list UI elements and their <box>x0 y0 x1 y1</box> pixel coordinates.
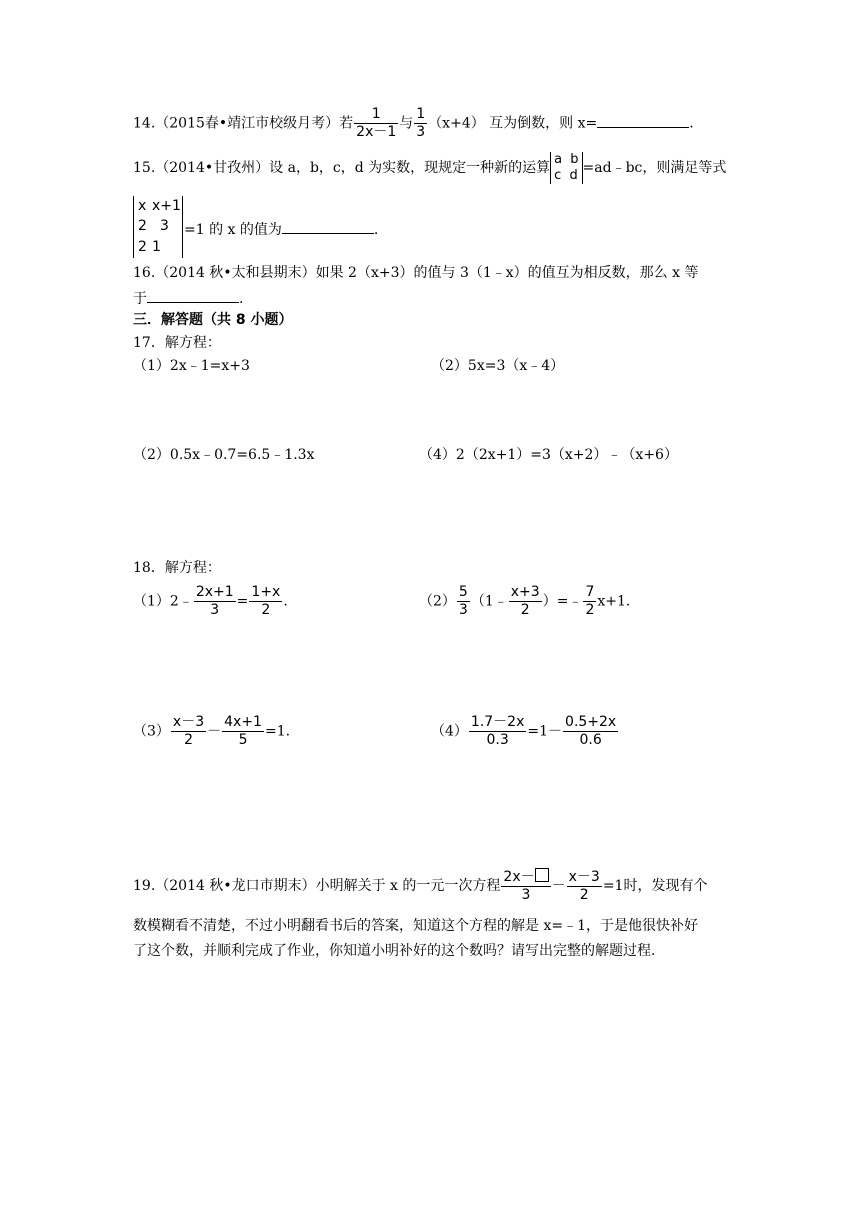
q15-line-2: =1 的 x 的值为 . <box>184 219 378 239</box>
fraction: $\frac{x-3}{2}$ <box>568 868 600 903</box>
q19-line-2: 数模糊看不清楚，不过小明翻看书后的答案，知道这个方程的解是 x=﹣1，于是他很快补好 <box>133 918 698 934</box>
fraction: $\frac{5}{3}$ <box>458 584 468 618</box>
blurred-number-box <box>535 868 549 882</box>
q15-determinant: a b c d <box>550 152 582 184</box>
fraction: $\frac{x+3}{2}$ <box>510 584 540 618</box>
question-14: 14.（2015春•靖江市校级月考）若 $\frac{1}{2x-1}$ 与 $\frac{1}{3}$ （x+4） 互为倒数，则 x= . <box>133 106 694 140</box>
fraction: $\frac{x-3}{2}$ <box>172 714 205 748</box>
answer-blank <box>282 219 374 234</box>
section-3-heading: 三．解答题（共 8 小题） <box>133 312 293 328</box>
q17-part-4: （4）2（2x+1）=3（x+2）﹣（x+6） <box>419 447 678 463</box>
question-15: 15.（2014•甘孜州）设 a，b，c，d 为实数，现规定一种新的运算 a b c d =ad﹣bc，则满足等式 <box>133 152 727 183</box>
q14-prefix: 14.（2015春•靖江市校级月考）若 <box>133 115 354 132</box>
q14-fraction-2: $\frac{1}{3}$ <box>416 106 426 140</box>
fraction: $\frac{1.7-2x}{0.3}$ <box>470 714 525 748</box>
q17-part-3: （2）0.5x﹣0.7=6.5﹣1.3x <box>133 447 315 463</box>
question-17-title: 17．解方程： <box>133 335 221 351</box>
q14-fraction-1: $\frac{1}{2x-1}$ <box>356 106 397 140</box>
q18-part-3: （3） $\frac{x-3}{2}$ － $\frac{4x+1}{5}$ =1. <box>133 714 291 748</box>
question-19: 19.（2014 秋•龙口市期末）小明解关于 x 的一元一次方程 $\frac{2x-}{3}$ － $\frac{x-3}{2}$ =1时，发现有个 <box>133 868 708 903</box>
fraction: $\frac{2x+1}{3}$ <box>195 584 234 618</box>
q15-prefix: 15.（2014•甘孜州）设 a，b，c，d 为实数，现规定一种新的运算 <box>133 160 551 176</box>
q19-line-3: 了这个数，并顺利完成了作业，你知道小明补好的这个数吗？请写出完整的解题过程. <box>133 943 656 959</box>
question-16: 16.（2014 秋•太和县期末）如果 2（x+3）的值与 3（1﹣x）的值互为相反数，那么 x 等 <box>133 265 699 281</box>
q18-part-1: （1）2﹣ $\frac{2x+1}{3}$ = $\frac{1+x}{2}$ . <box>133 584 288 618</box>
q17-part-2: （2）5x=3（x﹣4） <box>431 358 565 374</box>
fraction: $\frac{2x-}{3}$ <box>501 868 550 904</box>
question-18-title: 18．解方程： <box>133 560 221 576</box>
fraction: $\frac{4x+1}{5}$ <box>224 714 262 748</box>
fraction: $\frac{7}{2}$ <box>585 584 595 618</box>
fraction: $\frac{1+x}{2}$ <box>251 584 281 618</box>
answer-blank <box>597 113 689 128</box>
q15-big-determinant: x x+1 2 3 2 1 <box>133 196 183 258</box>
answer-blank <box>147 288 239 303</box>
q18-part-4: （4） $\frac{1.7-2x}{0.3}$ =1－ $\frac{0.5+2x}{0.6}$ <box>431 714 617 748</box>
q18-part-2: （2） $\frac{5}{3}$ （1﹣ $\frac{x+3}{2}$ ）=﹣ $\frac{7}{2}$ x+1. <box>419 584 631 618</box>
fraction: $\frac{0.5+2x}{0.6}$ <box>565 714 617 748</box>
q17-part-1: （1）2x﹣1=x+3 <box>133 358 250 374</box>
q16-line-2: 于 . <box>133 288 243 308</box>
